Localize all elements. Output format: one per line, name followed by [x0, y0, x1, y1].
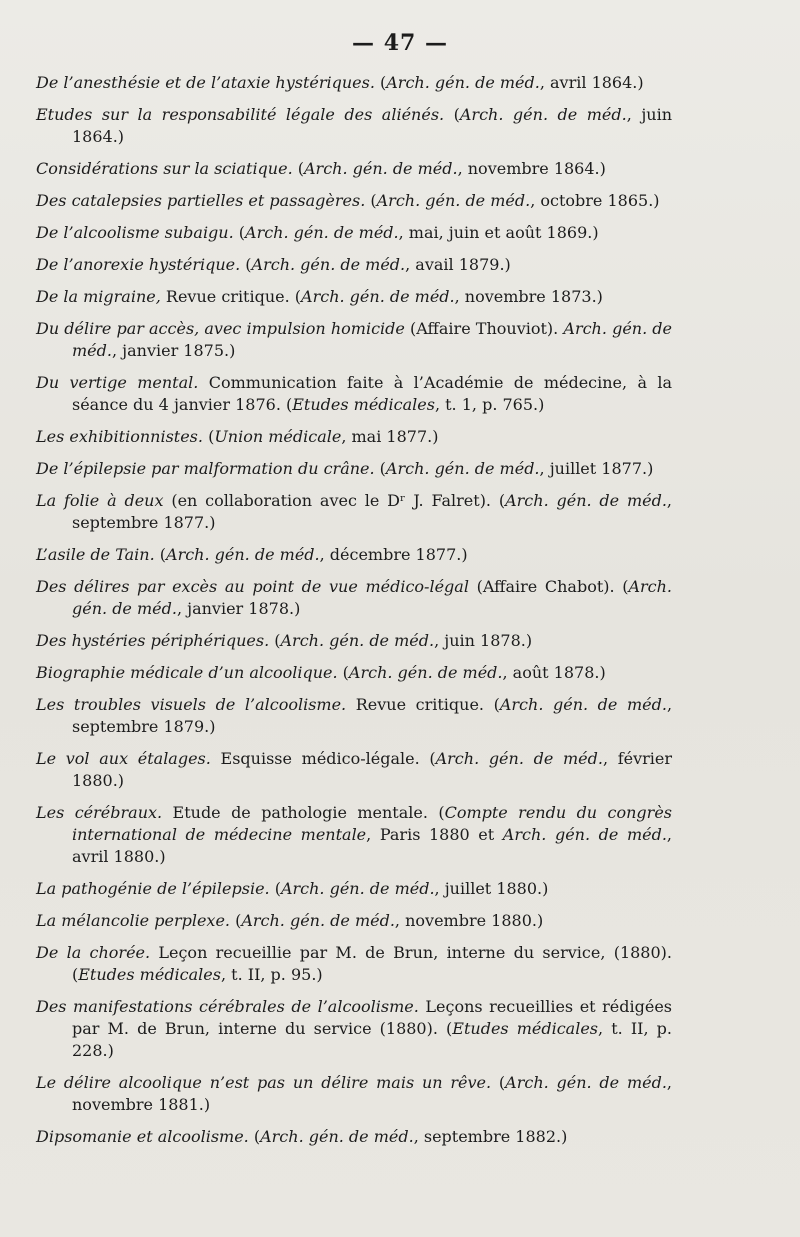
bibliography-entry [36, 104, 672, 148]
entry-text: , Paris 1880 et [366, 825, 503, 844]
entry-text: ( [365, 191, 377, 210]
entry-text: ( [202, 427, 215, 446]
entry-text: ( [230, 911, 242, 930]
entry-title: La pathogénie de l’épilepsie. [36, 879, 270, 898]
bibliography-entry [36, 694, 672, 738]
entry-title: Considérations sur la sciatique. [36, 159, 293, 178]
entry-text: ( [292, 159, 304, 178]
entry-title: Biographie médicale d’un alcoolique. [36, 663, 338, 682]
bibliography-entry [36, 996, 672, 1062]
entry-text: ( [248, 1127, 261, 1146]
entry-source: Arch. gén. de méd. [303, 159, 458, 178]
bibliography-entry [36, 222, 672, 244]
entry-text: ( [491, 1073, 506, 1092]
entry-date: , mai 1877.) [341, 427, 439, 446]
entry-title: Les cérébraux. [36, 803, 163, 822]
entry-date: , décembre 1877.) [319, 545, 468, 564]
entry-source: Arch. gén. de méd. [376, 191, 531, 210]
bibliography-entry [36, 72, 672, 94]
entry-text: ( [444, 105, 460, 124]
entry-text: (en collaboration avec le Dʳ J. Falret). ( [163, 491, 506, 510]
entry-source: Union médicale [214, 427, 342, 446]
entry-source: Etudes médicales [78, 965, 221, 984]
entry-title: L’asile de Tain. [36, 545, 155, 564]
bibliography-entry [36, 490, 672, 534]
entry-title: La folie à deux [36, 491, 164, 510]
entry-text: Etude de pathologie mentale. ( [162, 803, 445, 822]
bibliography-entry [36, 190, 672, 212]
entry-source: Arch. gén. de méd. [385, 459, 540, 478]
entry-source: Arch. gén. de méd. [72, 319, 673, 360]
entry-source: Arch. gén. de méd. [499, 695, 667, 714]
bibliography-entry [36, 1072, 672, 1116]
bibliography-entry [36, 942, 672, 986]
entry-title: Des hystéries périphériques. [36, 631, 270, 650]
entry-title: De la migraine, [36, 287, 161, 306]
bibliography-entry [36, 544, 672, 566]
entry-text: ( [154, 545, 167, 564]
entry-title: Du délire par accès, avec impulsion homicide [36, 319, 405, 338]
entry-date: , août 1878.) [502, 663, 606, 682]
entry-source: Compte rendu du congrès international de médecine mentale [72, 803, 672, 844]
bibliography-entry [36, 158, 672, 180]
bibliography-entry [36, 1126, 672, 1148]
entry-source: Arch. gén. de méd. [348, 663, 503, 682]
entry-title: Des délires par excès au point de vue médico-légal [36, 577, 469, 596]
entry-title: Etudes sur la responsabilité légale des aliénés. [36, 105, 445, 124]
entry-date: , t. II, p. 228.) [72, 1019, 673, 1060]
entry-text: Leçon recueillie par M. de Brun, interne du service, (1880). ( [72, 943, 672, 984]
bibliography-list [36, 72, 672, 1158]
entry-date: , juillet 1880.) [434, 879, 549, 898]
entry-date: , t. II, p. 95.) [220, 965, 323, 984]
entry-source: Arch. gén. de méd. [260, 1127, 414, 1146]
bibliography-entry [36, 662, 672, 684]
entry-date: , avail 1879.) [405, 255, 511, 274]
entry-date: , septembre 1879.) [72, 695, 673, 736]
entry-date: , février 1880.) [72, 749, 673, 790]
entry-source: Arch. gén. de méd. [505, 1073, 667, 1092]
entry-date: , novembre 1881.) [72, 1073, 673, 1114]
entry-text: (Affaire Chabot). ( [468, 577, 629, 596]
entry-title: Le délire alcoolique n’est pas un délire mais un rêve. [36, 1073, 492, 1092]
entry-date: , octobre 1865.) [530, 191, 660, 210]
entry-date: , t. 1, p. 765.) [434, 395, 545, 414]
entry-title: La mélancolie perplexe. [36, 911, 230, 930]
entry-source: Arch. gén. de méd. [435, 749, 603, 768]
entry-date: , mai, juin et août 1869.) [398, 223, 599, 242]
entry-source: Arch. gén. de méd. [505, 491, 667, 510]
entry-date: , juin 1864.) [72, 105, 673, 146]
entry-date: , avril 1880.) [72, 825, 673, 866]
bibliography-entry [36, 748, 672, 792]
entry-source: Arch. gén. de méd. [280, 631, 435, 650]
bibliography-entry [36, 254, 672, 276]
page-number: — 47 — [352, 30, 448, 56]
entry-date: , avril 1864.) [539, 73, 644, 92]
entry-source: Arch. gén. de méd. [301, 287, 455, 306]
entry-title: De l’épilepsie par malformation du crâne. [36, 459, 375, 478]
entry-date: , septembre 1877.) [72, 491, 673, 532]
entry-title: Le vol aux étalages. [36, 749, 211, 768]
entry-text: Revue critique. ( [346, 695, 500, 714]
entry-title: De la chorée. [36, 943, 151, 962]
entry-text: ( [374, 459, 386, 478]
entry-source: Arch. gén. de méd. [251, 255, 406, 274]
entry-date: , juin 1878.) [434, 631, 533, 650]
entry-text: ( [233, 223, 246, 242]
entry-title: De l’anorexie hystérique. [36, 255, 241, 274]
bibliography-entry [36, 910, 672, 932]
entry-text: ( [269, 631, 281, 650]
entry-title: Les troubles visuels de l’alcoolisme. [36, 695, 347, 714]
entry-source: Arch. gén. de méd. [280, 879, 435, 898]
entry-source: Arch. gén. de méd. [72, 577, 673, 618]
bibliography-entry [36, 802, 672, 868]
entry-date: , janvier 1875.) [111, 341, 236, 360]
entry-source: Etudes médicales [292, 395, 435, 414]
entry-text: ( [240, 255, 252, 274]
entry-title: Des catalepsies partielles et passagères. [36, 191, 366, 210]
entry-date: , novembre 1864.) [457, 159, 606, 178]
entry-source: Arch. gén. de méd. [386, 73, 540, 92]
entry-date: , novembre 1880.) [394, 911, 544, 930]
entry-source: Arch. gén. de méd. [166, 545, 320, 564]
entry-source: Arch. gén. de méd. [241, 911, 395, 930]
entry-title: Les exhibitionnistes. [36, 427, 203, 446]
entry-date: , novembre 1873.) [454, 287, 603, 306]
bibliography-entry [36, 576, 672, 620]
bibliography-entry [36, 458, 672, 480]
entry-title: Des manifestations cérébrales de l’alcoolisme. [36, 997, 419, 1016]
bibliography-entry [36, 286, 672, 308]
entry-text: ( [269, 879, 281, 898]
entry-text: (Affaire Thouviot). [404, 319, 564, 338]
entry-source: Etudes médicales [452, 1019, 599, 1038]
bibliography-entry [36, 372, 672, 416]
bibliography-entry [36, 426, 672, 448]
entry-source: Arch. gén. de méd. [459, 105, 627, 124]
entry-text: Revue critique. ( [160, 287, 302, 306]
entry-text: Leçons recueillies et rédigées par M. de Brun, interne du service (1880). ( [72, 997, 672, 1038]
entry-title: Du vertige mental. [36, 373, 199, 392]
bibliography-entry [36, 878, 672, 900]
entry-text: Esquisse médico-légale. ( [210, 749, 436, 768]
entry-text: ( [337, 663, 349, 682]
entry-title: De l’anesthésie et de l’ataxie hystériques. [36, 73, 375, 92]
entry-date: , septembre 1882.) [413, 1127, 568, 1146]
bibliography-entry [36, 318, 672, 362]
entry-title: De l’alcoolisme subaigu. [36, 223, 234, 242]
entry-text: Communication faite à l’Académie de médecine, à la séance du 4 janvier 1876. ( [72, 373, 672, 414]
entry-title: Dipsomanie et alcoolisme. [36, 1127, 249, 1146]
entry-text: ( [374, 73, 387, 92]
entry-source: Arch. gén. de méd. [502, 825, 667, 844]
entry-date: , juillet 1877.) [539, 459, 654, 478]
entry-source: Arch. gén. de méd. [245, 223, 399, 242]
bibliography-entry [36, 630, 672, 652]
entry-date: , janvier 1878.) [176, 599, 301, 618]
